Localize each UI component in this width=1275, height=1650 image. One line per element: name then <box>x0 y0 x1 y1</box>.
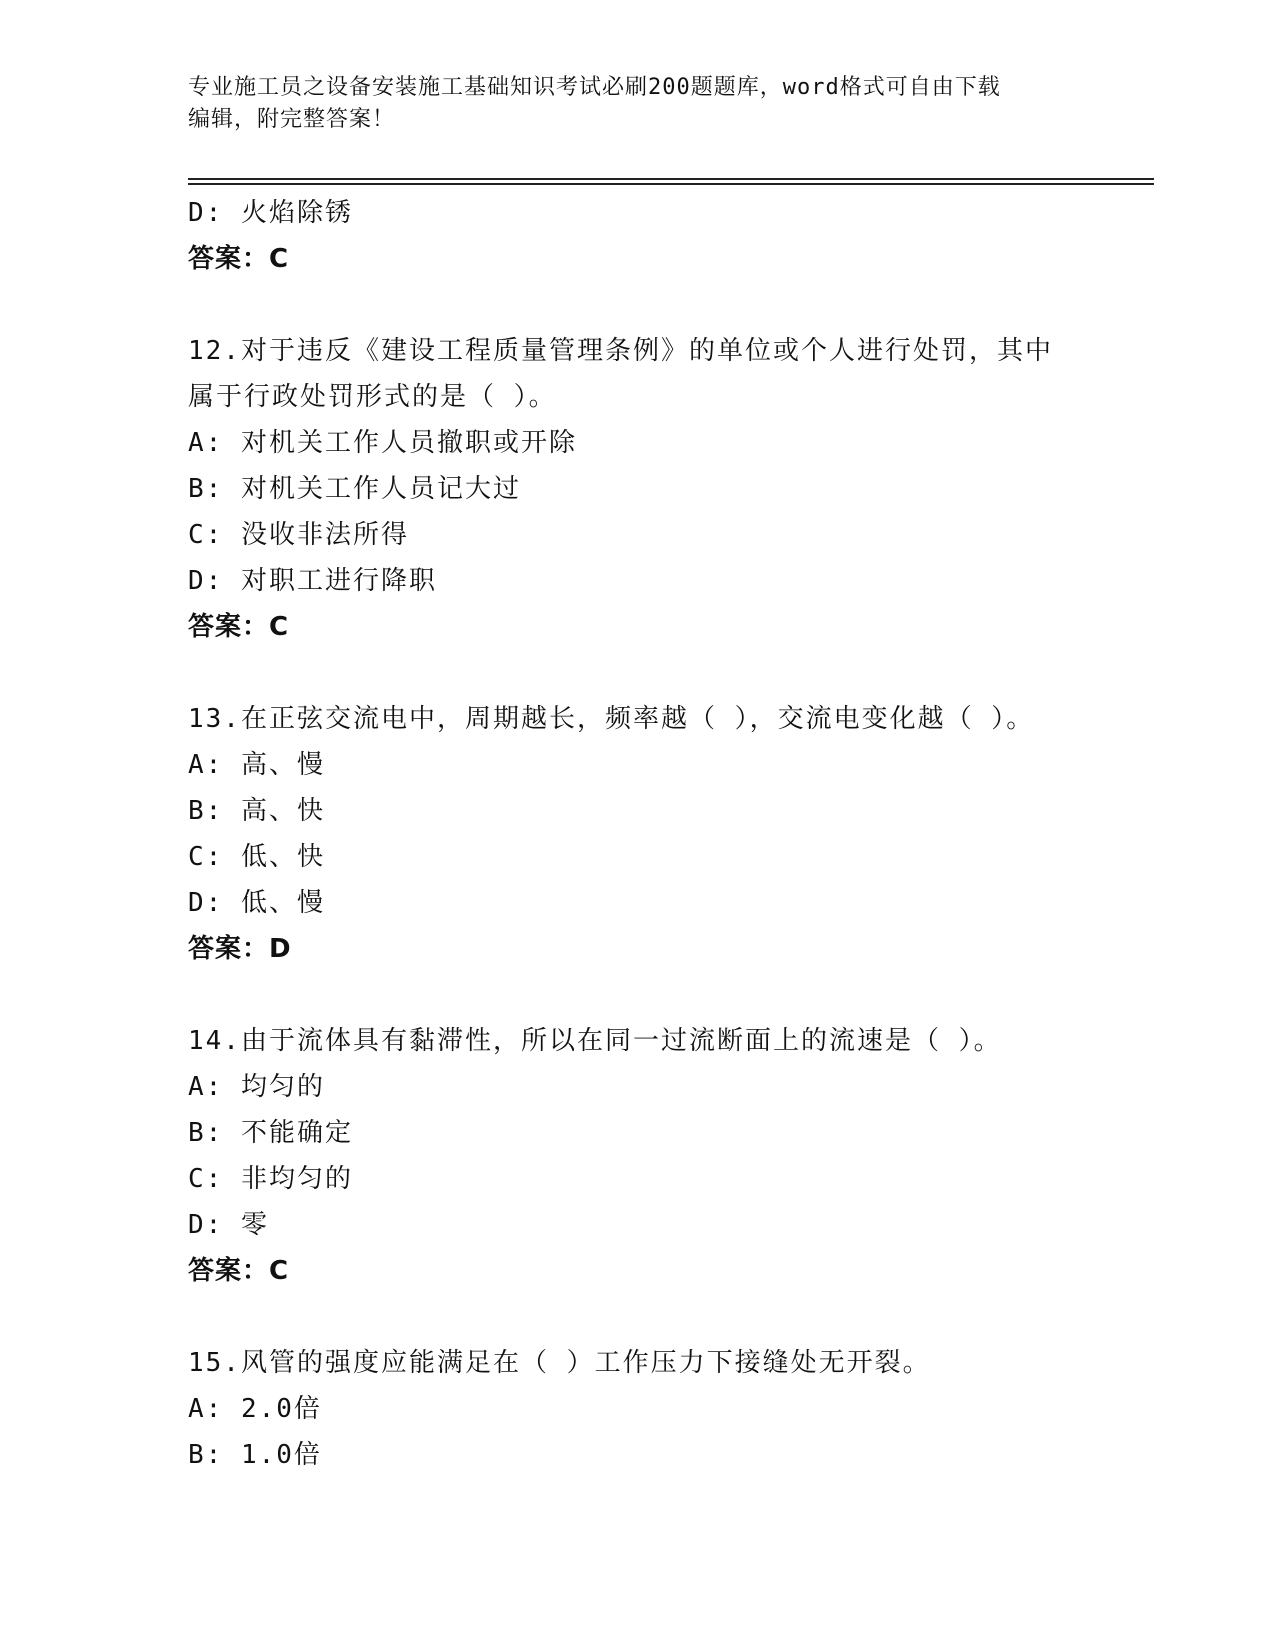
option-a: A: 对机关工作人员撤职或开除 <box>188 428 577 458</box>
spacer <box>188 282 1154 328</box>
option-c: C: 非均匀的 <box>188 1164 353 1194</box>
question-stem: 14.由于流体具有黏滞性，所以在同一过流断面上的流速是（ ）。 <box>188 1026 1002 1056</box>
option-b: B: 对机关工作人员记大过 <box>188 474 521 504</box>
option-c: C: 低、快 <box>188 842 325 872</box>
header-line-1: 专业施工员之设备安装施工基础知识考试必刷200题题库，word格式可自由下载 <box>188 75 1001 100</box>
question-content <box>188 190 1154 1478</box>
header-divider-bottom <box>188 183 1154 185</box>
option-d: D: 零 <box>188 1210 269 1240</box>
option-d: D: 火焰除锈 <box>188 198 353 228</box>
option-a: A: 2.0倍 <box>188 1394 322 1424</box>
page-header <box>188 72 1088 136</box>
option-a: A: 高、慢 <box>188 750 325 780</box>
option-b: B: 1.0倍 <box>188 1440 322 1470</box>
question-stem: 12.对于违反《建设工程质量管理条例》的单位或个人进行处罚，其中 <box>188 336 1053 366</box>
option-d: D: 低、慢 <box>188 888 325 918</box>
answer: 答案：C <box>188 1256 290 1286</box>
option-c: C: 没收非法所得 <box>188 520 409 550</box>
answer: 答案：C <box>188 612 290 642</box>
header-divider-top <box>188 178 1154 180</box>
question-13 <box>188 696 1154 972</box>
spacer <box>188 650 1154 696</box>
header-line-2: 编辑，附完整答案！ <box>188 107 396 132</box>
question-stem: 13.在正弦交流电中，周期越长，频率越（ ），交流电变化越（ ）。 <box>188 704 1035 734</box>
option-d: D: 对职工进行降职 <box>188 566 437 596</box>
answer: 答案：D <box>188 934 292 964</box>
spacer <box>188 972 1154 1018</box>
question-14 <box>188 1018 1154 1294</box>
question-stem: 15.风管的强度应能满足在（ ）工作压力下接缝处无开裂。 <box>188 1348 931 1378</box>
question-12 <box>188 328 1154 650</box>
spacer <box>188 1294 1154 1340</box>
question-15 <box>188 1340 1154 1478</box>
question-stem-continued: 属于行政处罚形式的是（ ）。 <box>188 382 557 412</box>
option-b: B: 不能确定 <box>188 1118 353 1148</box>
option-a: A: 均匀的 <box>188 1072 325 1102</box>
answer: 答案：C <box>188 244 290 274</box>
option-b: B: 高、快 <box>188 796 325 826</box>
